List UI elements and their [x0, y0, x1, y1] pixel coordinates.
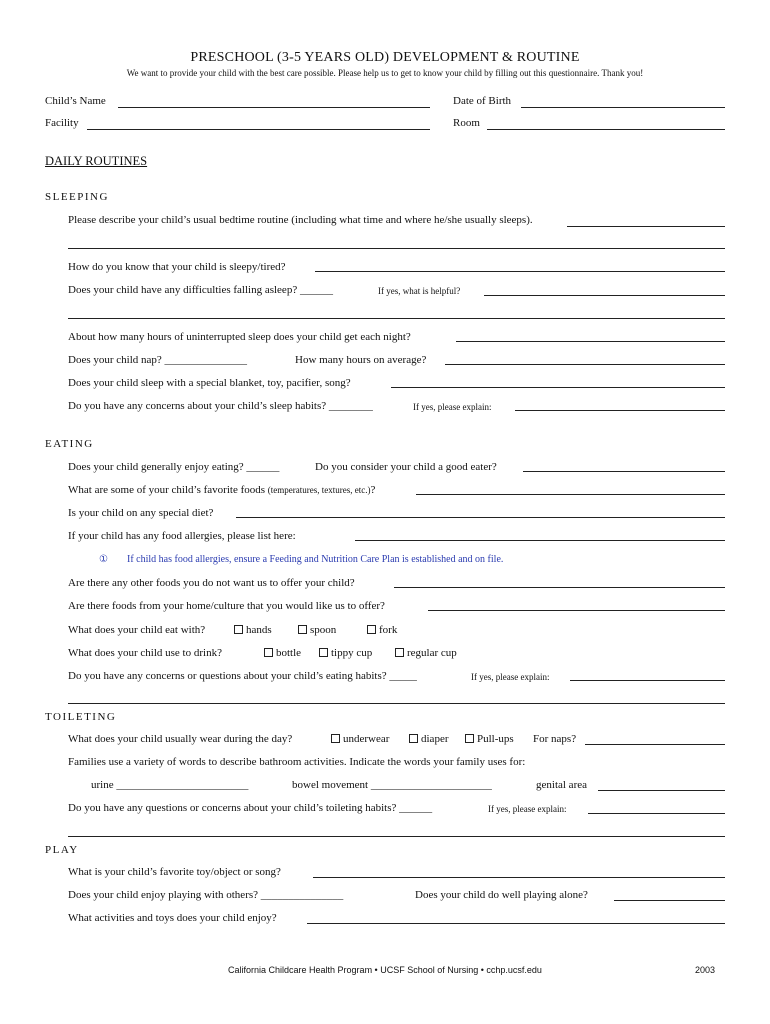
sleep-q1-field[interactable]	[567, 226, 725, 227]
eat-q3-field[interactable]	[236, 517, 725, 518]
sleep-q2: How do you know that your child is sleepy/tired?	[68, 261, 286, 273]
sleep-q7-field[interactable]	[515, 410, 725, 411]
sleep-q6: Does your child sleep with a special blanket, toy, pacifier, song?	[68, 377, 351, 389]
sleep-q6-field[interactable]	[391, 387, 725, 388]
page-title: PRESCHOOL (3-5 YEARS OLD) DEVELOPMENT & ROUTINE	[190, 50, 580, 65]
facility-label: Facility	[45, 117, 79, 129]
eat-q2	[68, 484, 375, 496]
eat-q9: Do you have any concerns or questions about your child’s eating habits? _____	[68, 670, 417, 682]
wear-diaper-option[interactable]	[409, 733, 448, 745]
eat-q8: What does your child use to drink?	[68, 647, 222, 659]
sleep-q4: About how many hours of uninterrupted sleep does your child get each night?	[68, 331, 411, 343]
toilet-q3: Do you have any questions or concerns about your child’s toileting habits? ______	[68, 802, 433, 814]
sleep-q5: Does your child nap? _______________	[68, 354, 248, 366]
wear-underwear-option[interactable]	[331, 733, 389, 745]
option-label: underwear	[343, 733, 390, 745]
play-q3-field[interactable]	[614, 900, 725, 901]
option-label: spoon	[310, 624, 337, 636]
option-label: diaper	[421, 733, 449, 745]
eat-q9-sub: If yes, please explain:	[471, 672, 550, 682]
play-q2: Does your child enjoy playing with others? _______________	[68, 889, 344, 901]
drink-bottle-option[interactable]	[264, 647, 301, 659]
genital-area-field[interactable]	[598, 790, 725, 791]
checkbox-icon[interactable]	[319, 648, 328, 657]
footer-org: California Childcare Health Program • UCSF School of Nursing • cchp.ucsf.edu	[228, 965, 542, 975]
sleeping-heading: SLEEPING	[45, 191, 109, 203]
sleep-q5b: How many hours on average?	[295, 354, 427, 366]
eat-q5-field[interactable]	[394, 587, 725, 588]
sleep-q7: Do you have any concerns about your child’s sleep habits? ________	[68, 400, 373, 412]
word-genital-area: genital area	[536, 779, 587, 791]
room-field[interactable]	[487, 129, 725, 130]
sleep-q7-sub: If yes, please explain:	[413, 402, 492, 412]
eat-q4: If your child has any food allergies, please list here:	[68, 530, 296, 542]
toilet-naps-label: For naps?	[533, 733, 577, 745]
sleep-q3-field[interactable]	[484, 295, 725, 296]
eat-q1: Does your child generally enjoy eating? ______	[68, 461, 280, 473]
checkbox-icon[interactable]	[409, 734, 418, 743]
option-label: hands	[246, 624, 272, 636]
play-q3: Does your child do well playing alone?	[415, 889, 588, 901]
toilet-q3-sub: If yes, please explain:	[488, 804, 567, 814]
checkbox-icon[interactable]	[298, 625, 307, 634]
facility-field[interactable]	[87, 129, 430, 130]
eat-with-hands-option[interactable]	[234, 624, 272, 636]
eat-q7: What does your child eat with?	[68, 624, 206, 636]
checkbox-icon[interactable]	[264, 648, 273, 657]
option-label: bottle	[276, 647, 302, 659]
option-label: Pull-ups	[477, 733, 514, 745]
allergy-note: If child has food allergies, ensure a Feeding and Nutrition Care Plan is established and on file.	[127, 554, 504, 565]
word-bowel-movement: bowel movement ______________________	[292, 779, 492, 791]
eat-q4-field[interactable]	[355, 540, 725, 541]
play-heading: PLAY	[45, 844, 79, 856]
play-q1-field[interactable]	[313, 877, 725, 878]
sleep-q5b-field[interactable]	[445, 364, 725, 365]
checkbox-icon[interactable]	[465, 734, 474, 743]
sleep-q1-field-2[interactable]	[68, 248, 725, 249]
sleep-q3-sub: If yes, what is helpful?	[378, 286, 461, 296]
eat-q1b-field[interactable]	[523, 471, 725, 472]
eat-q2-field[interactable]	[416, 494, 725, 495]
eating-heading: EATING	[45, 438, 94, 450]
room-label: Room	[453, 117, 480, 129]
eat-q2-text: What are some of your child’s favorite foods	[68, 484, 266, 496]
play-q4: What activities and toys does your child enjoy?	[68, 912, 277, 924]
toilet-naps-field[interactable]	[585, 744, 725, 745]
sleep-q3-field-2[interactable]	[68, 318, 725, 319]
word-urine: urine ________________________	[91, 779, 249, 791]
toilet-q2: Families use a variety of words to describe bathroom activities. Indicate the words your family uses for:	[68, 756, 526, 768]
intro-text: We want to provide your child with the best care possible. Please help us to get to know your child by filling out this questionnaire. Thank you!	[126, 68, 644, 78]
toilet-q3-field[interactable]	[588, 813, 725, 814]
dob-label: Date of Birth	[453, 95, 512, 107]
option-label: fork	[379, 624, 398, 636]
checkbox-icon[interactable]	[395, 648, 404, 657]
eat-q9-field[interactable]	[570, 680, 725, 681]
wear-pullups-option[interactable]	[465, 733, 514, 745]
play-q4-field[interactable]	[307, 923, 725, 924]
daily-routines-heading: DAILY ROUTINES	[45, 154, 148, 168]
drink-regular-cup-option[interactable]	[395, 647, 457, 659]
eat-q6: Are there foods from your home/culture that you would like us to offer?	[68, 600, 385, 612]
sleep-q2-field[interactable]	[315, 271, 725, 272]
eat-q2-end: ?	[370, 484, 376, 496]
play-q1: What is your child’s favorite toy/object or song?	[68, 866, 281, 878]
checkbox-icon[interactable]	[234, 625, 243, 634]
eat-q2-small: (temperatures, textures, etc.)	[267, 485, 371, 495]
eat-q6-field[interactable]	[428, 610, 725, 611]
toilet-q1: What does your child usually wear during the day?	[68, 733, 293, 745]
drink-tippy-cup-option[interactable]	[319, 647, 372, 659]
eat-q1b: Do you consider your child a good eater?	[315, 461, 497, 473]
toileting-heading: TOILETING	[45, 711, 117, 723]
option-label: regular cup	[407, 647, 457, 659]
sleep-q4-field[interactable]	[456, 341, 725, 342]
footer-year: 2003	[695, 965, 716, 975]
dob-field[interactable]	[521, 107, 725, 108]
sleep-q3: Does your child have any difficulties falling asleep? ______	[68, 284, 333, 296]
checkbox-icon[interactable]	[367, 625, 376, 634]
eat-with-fork-option[interactable]	[367, 624, 397, 636]
option-label: tippy cup	[331, 647, 373, 659]
eat-with-spoon-option[interactable]	[298, 624, 336, 636]
info-icon: ①	[99, 554, 108, 565]
checkbox-icon[interactable]	[331, 734, 340, 743]
eat-q9-field-2[interactable]	[68, 703, 725, 704]
eat-q3: Is your child on any special diet?	[68, 507, 214, 519]
child-name-label: Child’s Name	[45, 95, 106, 107]
child-name-field[interactable]	[118, 107, 430, 108]
sleep-q1: Please describe your child’s usual bedtime routine (including what time and where he/she usually sleeps).	[68, 214, 533, 226]
eat-q5: Are there any other foods you do not want us to offer your child?	[68, 577, 355, 589]
toilet-q3-field-2[interactable]	[68, 836, 725, 837]
